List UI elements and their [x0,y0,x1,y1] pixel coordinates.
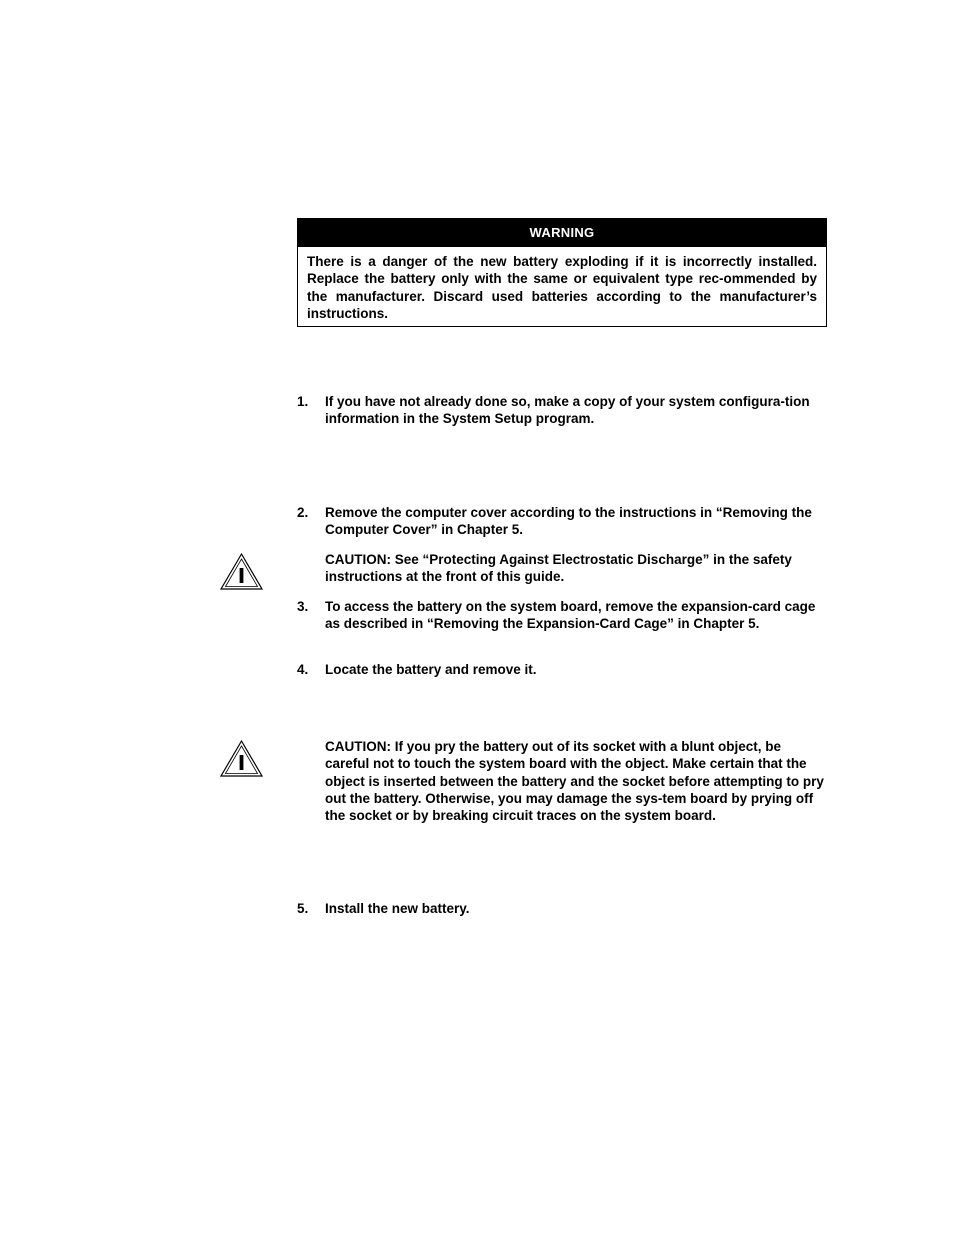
caution-esd: CAUTION: See “Protecting Against Electrostatic Discharge” in the safety instructions at the front of this guide. [325,552,792,585]
step-1 [297,393,829,428]
step-text: Remove the computer cover according to the instructions in “Removing the Computer Cover” in Chapter 5. [325,505,812,538]
caution-triangle-icon [219,739,264,779]
step-5 [297,900,829,917]
step-number: 1. [297,394,309,409]
step-number: 4. [297,662,309,677]
step-number: 2. [297,505,309,520]
step-text: To access the battery on the system board, remove the expansion-card cage as described in “Removing the Expansion-Card Cage” in Chapter 5. [325,599,816,632]
warning-text: There is a danger of the new battery exploding if it is incorrectly installed. Replace the battery only with the same or equivalent type rec-ommended by the manufacturer. Discard used batteries according to the manufacturer’s instructions. [307,254,817,321]
step-text: Locate the battery and remove it. [325,662,537,677]
step-number: 3. [297,599,309,614]
step-text: Install the new battery. [325,901,470,916]
step-text: If you have not already done so, make a copy of your system configura-tion information in the System Setup program. [325,394,810,427]
caution-triangle-icon [219,552,264,592]
step-4 [297,661,829,678]
warning-title: WARNING [298,219,826,247]
warning-box [297,218,827,327]
caution-pry-battery: CAUTION: If you pry the battery out of its socket with a blunt object, be careful not to touch the system board with the object. Make certain that the object is inserted between the battery and the socket before attempting to pry out the battery. Otherwise, you may damage the sys-tem board by prying off the socket or by breaking circuit traces on the system board. [325,739,824,824]
step-3 [297,598,829,633]
step-2 [297,504,829,539]
step-number: 5. [297,901,309,916]
